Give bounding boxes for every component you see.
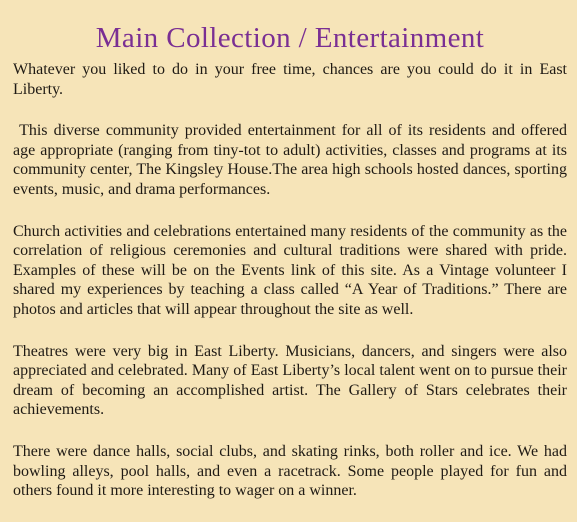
theatres-paragraph: Theatres were very big in East Liberty. Musicians, dancers, and singers were also appreciated and celebrated. Many of East Liberty’s local talent went on to pursue their dream of becoming an accomplished artist. The Gallery of Stars celebrates their achievements.	[13, 342, 571, 419]
intro-paragraph: Whatever you liked to do in your free time, chances are you could do it in East Liberty.	[13, 61, 571, 98]
main-content	[13, 60, 571, 501]
community-paragraph: This diverse community provided entertainment for all of its residents and offered age appropriate (ranging from tiny-tot to adult) activities, classes and programs at its community center, The Kingsley House.The area high schools hosted dances, sporting events, music, and drama performances.	[13, 122, 571, 198]
church-paragraph: Church activities and celebrations entertained many residents of the community as the correlation of religious ceremonies and cultural traditions were shared with pride. Examples of these will be on the Events link of this site. As a Vintage volunteer I shared my experiences by teaching a class called “A Year of Traditions.” There are photos and articles that will appear throughout the site as well.	[13, 222, 571, 318]
page-title: Main Collection / Entertainment	[95, 22, 485, 54]
dance-halls-paragraph: There were dance halls, social clubs, and skating rinks, both roller and ice. We had bowling alleys, pool halls, and even a racetrack. Some people played for fun and others found it more interesting to wager on a winner.	[13, 442, 571, 500]
